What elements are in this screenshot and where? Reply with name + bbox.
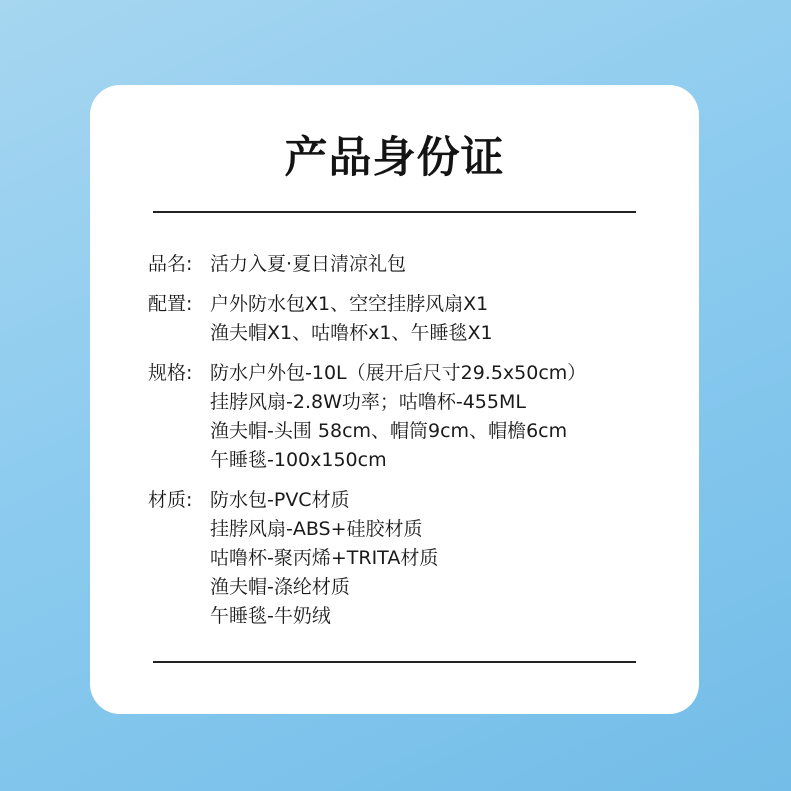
spec-values bbox=[210, 359, 668, 475]
spec-label: 品名: bbox=[148, 253, 193, 275]
spec-line: 咕噜杯-聚丙烯+TRITA材质 bbox=[210, 547, 439, 569]
spec-row-specification bbox=[148, 359, 668, 475]
spec-label: 配置: bbox=[148, 293, 193, 315]
spec-line: 渔夫帽-头围 58cm、帽筒9cm、帽檐6cm bbox=[210, 420, 568, 442]
card-title: 产品身份证 bbox=[284, 133, 505, 183]
top-divider bbox=[153, 211, 636, 213]
product-id-card bbox=[90, 85, 699, 714]
spec-values bbox=[210, 250, 668, 279]
spec-line: 挂脖风扇-2.8W功率；咕噜杯-455ML bbox=[210, 391, 526, 413]
bottom-divider bbox=[153, 661, 636, 663]
spec-line: 挂脖风扇-ABS+硅胶材质 bbox=[210, 518, 423, 540]
spec-line: 午睡毯-100x150cm bbox=[210, 449, 387, 471]
spec-line: 防水户外包-10L（展开后尺寸29.5x50cm） bbox=[210, 362, 587, 384]
spec-line: 午睡毯-牛奶绒 bbox=[210, 605, 331, 627]
spec-line: 渔夫帽-涤纶材质 bbox=[210, 576, 350, 598]
spec-list bbox=[148, 250, 668, 642]
spec-line: 活力入夏·夏日清凉礼包 bbox=[210, 253, 407, 275]
spec-row-config bbox=[148, 290, 668, 348]
spec-line: 渔夫帽X1、咕噜杯x1、午睡毯X1 bbox=[210, 322, 493, 344]
spec-row-name bbox=[148, 250, 668, 279]
spec-line: 防水包-PVC材质 bbox=[210, 489, 350, 511]
spec-label: 规格: bbox=[148, 362, 193, 384]
spec-values bbox=[210, 486, 668, 631]
spec-label: 材质: bbox=[148, 489, 193, 511]
spec-values bbox=[210, 290, 668, 348]
spec-line: 户外防水包X1、空空挂脖风扇X1 bbox=[210, 293, 489, 315]
spec-row-material bbox=[148, 486, 668, 631]
